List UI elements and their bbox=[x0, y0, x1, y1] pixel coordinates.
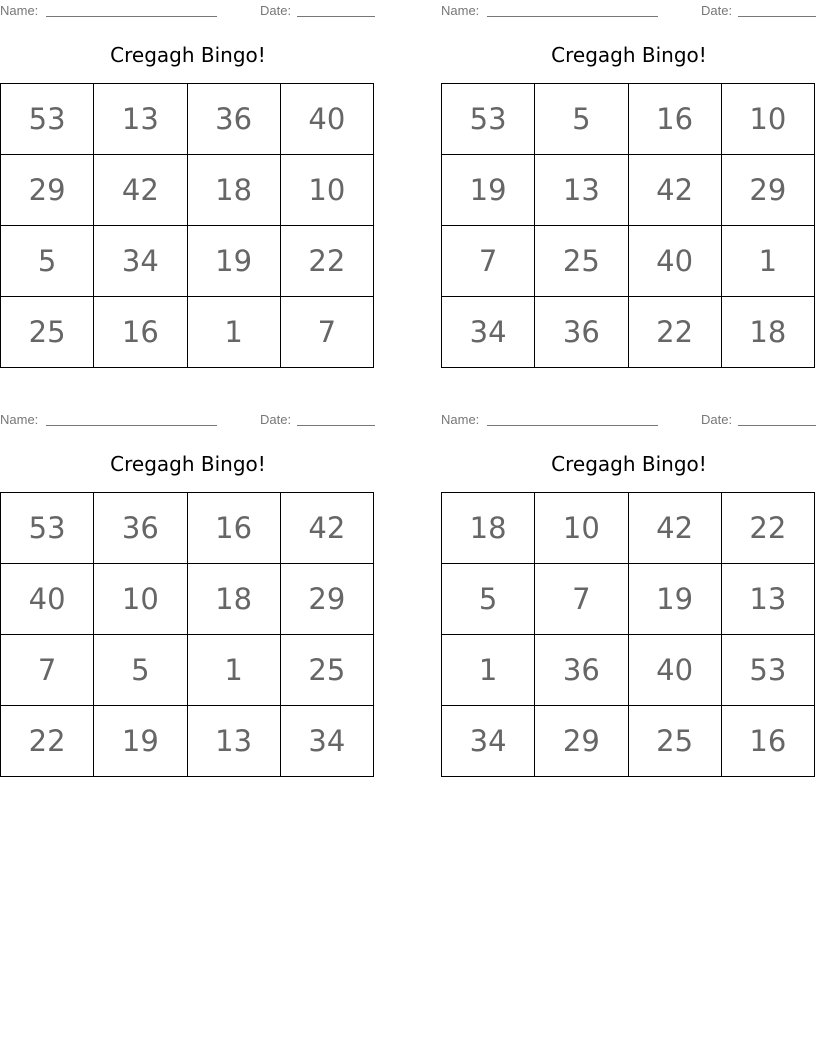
card-header-fields bbox=[441, 412, 816, 428]
bingo-card-2 bbox=[441, 0, 816, 365]
name-label: Name: bbox=[441, 3, 480, 18]
grid-row bbox=[1, 84, 374, 155]
grid-row bbox=[442, 706, 815, 777]
grid-row bbox=[1, 297, 374, 368]
card-header-fields bbox=[0, 3, 376, 19]
grid-row bbox=[442, 493, 815, 564]
bingo-card-4 bbox=[441, 409, 816, 774]
bingo-cell: 19 bbox=[94, 706, 187, 777]
name-label: Name: bbox=[0, 3, 39, 18]
bingo-cell: 42 bbox=[628, 493, 721, 564]
bingo-cell: 22 bbox=[721, 493, 814, 564]
bingo-cell: 16 bbox=[628, 84, 721, 155]
bingo-cell: 19 bbox=[442, 155, 535, 226]
bingo-cell: 36 bbox=[535, 635, 628, 706]
card-header-fields bbox=[0, 412, 376, 428]
bingo-cell: 53 bbox=[1, 84, 94, 155]
bingo-cell: 29 bbox=[535, 706, 628, 777]
bingo-cell: 5 bbox=[442, 564, 535, 635]
bingo-grid bbox=[441, 83, 815, 368]
name-field-line[interactable] bbox=[46, 425, 217, 426]
date-field-line[interactable] bbox=[297, 16, 375, 17]
bingo-cell: 29 bbox=[280, 564, 373, 635]
grid-row bbox=[442, 155, 815, 226]
bingo-cell: 7 bbox=[442, 226, 535, 297]
bingo-cell: 36 bbox=[94, 493, 187, 564]
bingo-cell: 10 bbox=[721, 84, 814, 155]
grid-row bbox=[1, 493, 374, 564]
bingo-cell: 13 bbox=[187, 706, 280, 777]
grid-row bbox=[442, 635, 815, 706]
bingo-cell: 36 bbox=[187, 84, 280, 155]
date-label: Date: bbox=[260, 412, 292, 427]
grid-row bbox=[1, 706, 374, 777]
bingo-cell: 53 bbox=[1, 493, 94, 564]
date-field-line[interactable] bbox=[297, 425, 375, 426]
bingo-cell: 34 bbox=[442, 297, 535, 368]
bingo-cell: 25 bbox=[280, 635, 373, 706]
bingo-cell: 42 bbox=[280, 493, 373, 564]
bingo-cell: 10 bbox=[535, 493, 628, 564]
bingo-cell: 19 bbox=[187, 226, 280, 297]
bingo-cell: 18 bbox=[187, 155, 280, 226]
card-title: Cregagh Bingo! bbox=[110, 452, 266, 476]
bingo-cell: 18 bbox=[187, 564, 280, 635]
bingo-cell: 10 bbox=[280, 155, 373, 226]
name-field-line[interactable] bbox=[487, 16, 658, 17]
bingo-cell: 19 bbox=[628, 564, 721, 635]
bingo-card-1 bbox=[0, 0, 376, 365]
bingo-cell: 13 bbox=[721, 564, 814, 635]
grid-row bbox=[1, 226, 374, 297]
bingo-cell: 18 bbox=[442, 493, 535, 564]
bingo-cell: 22 bbox=[628, 297, 721, 368]
bingo-cell: 25 bbox=[628, 706, 721, 777]
bingo-cell: 34 bbox=[442, 706, 535, 777]
date-field-line[interactable] bbox=[738, 425, 816, 426]
bingo-cell: 29 bbox=[721, 155, 814, 226]
bingo-cell: 1 bbox=[442, 635, 535, 706]
bingo-cell: 5 bbox=[94, 635, 187, 706]
bingo-grid bbox=[0, 492, 374, 777]
grid-row bbox=[442, 84, 815, 155]
grid-row bbox=[1, 564, 374, 635]
bingo-cell: 5 bbox=[1, 226, 94, 297]
card-title: Cregagh Bingo! bbox=[110, 43, 266, 67]
date-label: Date: bbox=[701, 412, 733, 427]
bingo-cell: 1 bbox=[187, 297, 280, 368]
bingo-cell: 42 bbox=[94, 155, 187, 226]
date-label: Date: bbox=[260, 3, 292, 18]
bingo-cell: 40 bbox=[628, 226, 721, 297]
bingo-cell: 29 bbox=[1, 155, 94, 226]
bingo-cell: 18 bbox=[721, 297, 814, 368]
bingo-cell: 42 bbox=[628, 155, 721, 226]
bingo-cell: 5 bbox=[535, 84, 628, 155]
card-title: Cregagh Bingo! bbox=[551, 452, 707, 476]
name-field-line[interactable] bbox=[487, 425, 658, 426]
bingo-cell: 40 bbox=[1, 564, 94, 635]
name-label: Name: bbox=[0, 412, 39, 427]
bingo-cell: 25 bbox=[535, 226, 628, 297]
date-label: Date: bbox=[701, 3, 733, 18]
bingo-cell: 7 bbox=[280, 297, 373, 368]
name-field-line[interactable] bbox=[46, 16, 217, 17]
bingo-cell: 40 bbox=[280, 84, 373, 155]
bingo-cell: 25 bbox=[1, 297, 94, 368]
bingo-cell: 7 bbox=[535, 564, 628, 635]
bingo-cell: 53 bbox=[442, 84, 535, 155]
grid-row bbox=[442, 297, 815, 368]
bingo-cell: 53 bbox=[721, 635, 814, 706]
bingo-grid bbox=[441, 492, 815, 777]
bingo-cell: 34 bbox=[94, 226, 187, 297]
bingo-cell: 22 bbox=[280, 226, 373, 297]
bingo-cell: 16 bbox=[721, 706, 814, 777]
bingo-cell: 22 bbox=[1, 706, 94, 777]
bingo-cell: 16 bbox=[94, 297, 187, 368]
bingo-cell: 34 bbox=[280, 706, 373, 777]
bingo-cell: 16 bbox=[187, 493, 280, 564]
name-label: Name: bbox=[441, 412, 480, 427]
card-title: Cregagh Bingo! bbox=[551, 43, 707, 67]
bingo-card-3 bbox=[0, 409, 376, 774]
bingo-cell: 7 bbox=[1, 635, 94, 706]
date-field-line[interactable] bbox=[738, 16, 816, 17]
bingo-cell: 1 bbox=[187, 635, 280, 706]
bingo-cell: 36 bbox=[535, 297, 628, 368]
grid-row bbox=[442, 564, 815, 635]
bingo-cell: 13 bbox=[94, 84, 187, 155]
bingo-cell: 10 bbox=[94, 564, 187, 635]
bingo-grid bbox=[0, 83, 374, 368]
bingo-cell: 40 bbox=[628, 635, 721, 706]
grid-row bbox=[1, 155, 374, 226]
grid-row bbox=[1, 635, 374, 706]
card-header-fields bbox=[441, 3, 816, 19]
grid-row bbox=[442, 226, 815, 297]
bingo-cell: 1 bbox=[721, 226, 814, 297]
bingo-cell: 13 bbox=[535, 155, 628, 226]
